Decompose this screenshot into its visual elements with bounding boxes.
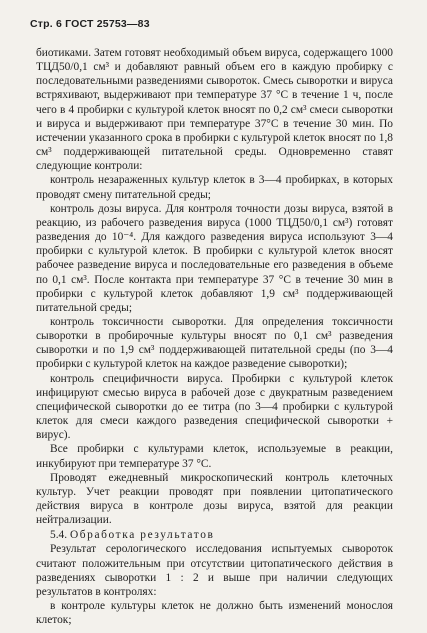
paragraph-text: в контроле культуры клеток не должно быть изменений монослоя клеток; bbox=[36, 600, 393, 627]
paragraph-intro-text: биотиками. Затем готовят необходимый объем вируса, содержащего 1000 ТЦД50/0,1 см³ и добавляют равный объем его в каждую пробирку с последовательными разведениями сывороток. Смесь сыворотки и вируса встряхивают, выдерживают при температуре 37 °С в течение 1 ч, после чего в 4 пробирки с культурой клеток вносят по 0,2 см³ смеси сыворотки и вируса и выдерживают при температуре 37°С в течение 30 мин. По истечении указанного срока в пробирки с культурой клеток вносят по 1,8 см³ поддерживающей питательной среды. Одновременно ставят следующие контроли: bbox=[36, 47, 393, 173]
paragraph-incubation bbox=[36, 442, 393, 470]
page-header: Стр. 6 ГОСТ 25753—83 bbox=[30, 18, 150, 30]
paragraph-intro bbox=[36, 46, 393, 173]
document-body bbox=[36, 46, 393, 627]
paragraph-text: Проводят ежедневный микроскопический контроль клеточных культур. Учет реакции проводят при появлении цитопатического действия вируса в контроле дозы вируса, взятой для реакции нейтрализации. bbox=[36, 471, 393, 527]
paragraph-daily-control bbox=[36, 471, 393, 528]
section-title: Обработка результатов bbox=[69, 529, 215, 542]
paragraph-cell-control bbox=[36, 599, 393, 627]
paragraph-control-toxicity bbox=[36, 315, 393, 372]
paragraph-control-virus-dose bbox=[36, 202, 393, 315]
paragraph-control-uninfected bbox=[36, 173, 393, 201]
paragraph-text: Результат серологического исследования испытуемых сывороток считают положительным при отсутствии цитопатического действия в разведениях сыворотки 1 : 2 и выше при наличии следующих результатов в контролях: bbox=[36, 543, 393, 598]
paragraph-text: контроль незараженных культур клеток в 3—4 пробирках, в которых проводят смену питательной среды; bbox=[36, 174, 393, 201]
paragraph-control-specificity bbox=[36, 372, 393, 443]
paragraph-text: контроль специфичности вируса. Пробирки с культурой клеток инфицируют смесью вируса в рабочей дозе с двукратным разведением специфической сыворотки до ее титра (по 3—4 пробирки с культурой клеток для смеси каждого разведения специфической сыворотки + вирус). bbox=[36, 372, 393, 442]
paragraph-text: контроль токсичности сыворотки. Для определения токсичности сыворотки в пробирочные культуры вносят по 0,1 см³ разведения сыворотки и по 1,9 см³ поддерживающей питательной среды (по 3—4 пробирки с культурой клеток на каждое разведение сыворотки); bbox=[36, 315, 393, 371]
section-number: 5.4. bbox=[50, 529, 68, 542]
paragraph-results bbox=[36, 542, 393, 599]
paragraph-text: Все пробирки с культурами клеток, используемые в реакции, инкубируют при температуре 37 °С. bbox=[36, 443, 393, 470]
section-heading bbox=[36, 528, 393, 542]
paragraph-text: контроль дозы вируса. Для контроля точности дозы вируса, взятой в реакцию, из рабочего разведения вируса (1000 ТЦД50/0,1 см³) готовят разведения до 10⁻⁴. Для каждого разведения вируса используют 3—4 пробирки с культурой клеток. В пробирки с культурой клеток вносят рабочее разведение вируса и последовательные его разведения в объеме по 0,1 см³. После контакта при температуре 37 °С в течение 30 мин в пробирки с культурой клеток добавляют 1,9 см³ поддерживающей питательной среды; bbox=[36, 202, 393, 314]
